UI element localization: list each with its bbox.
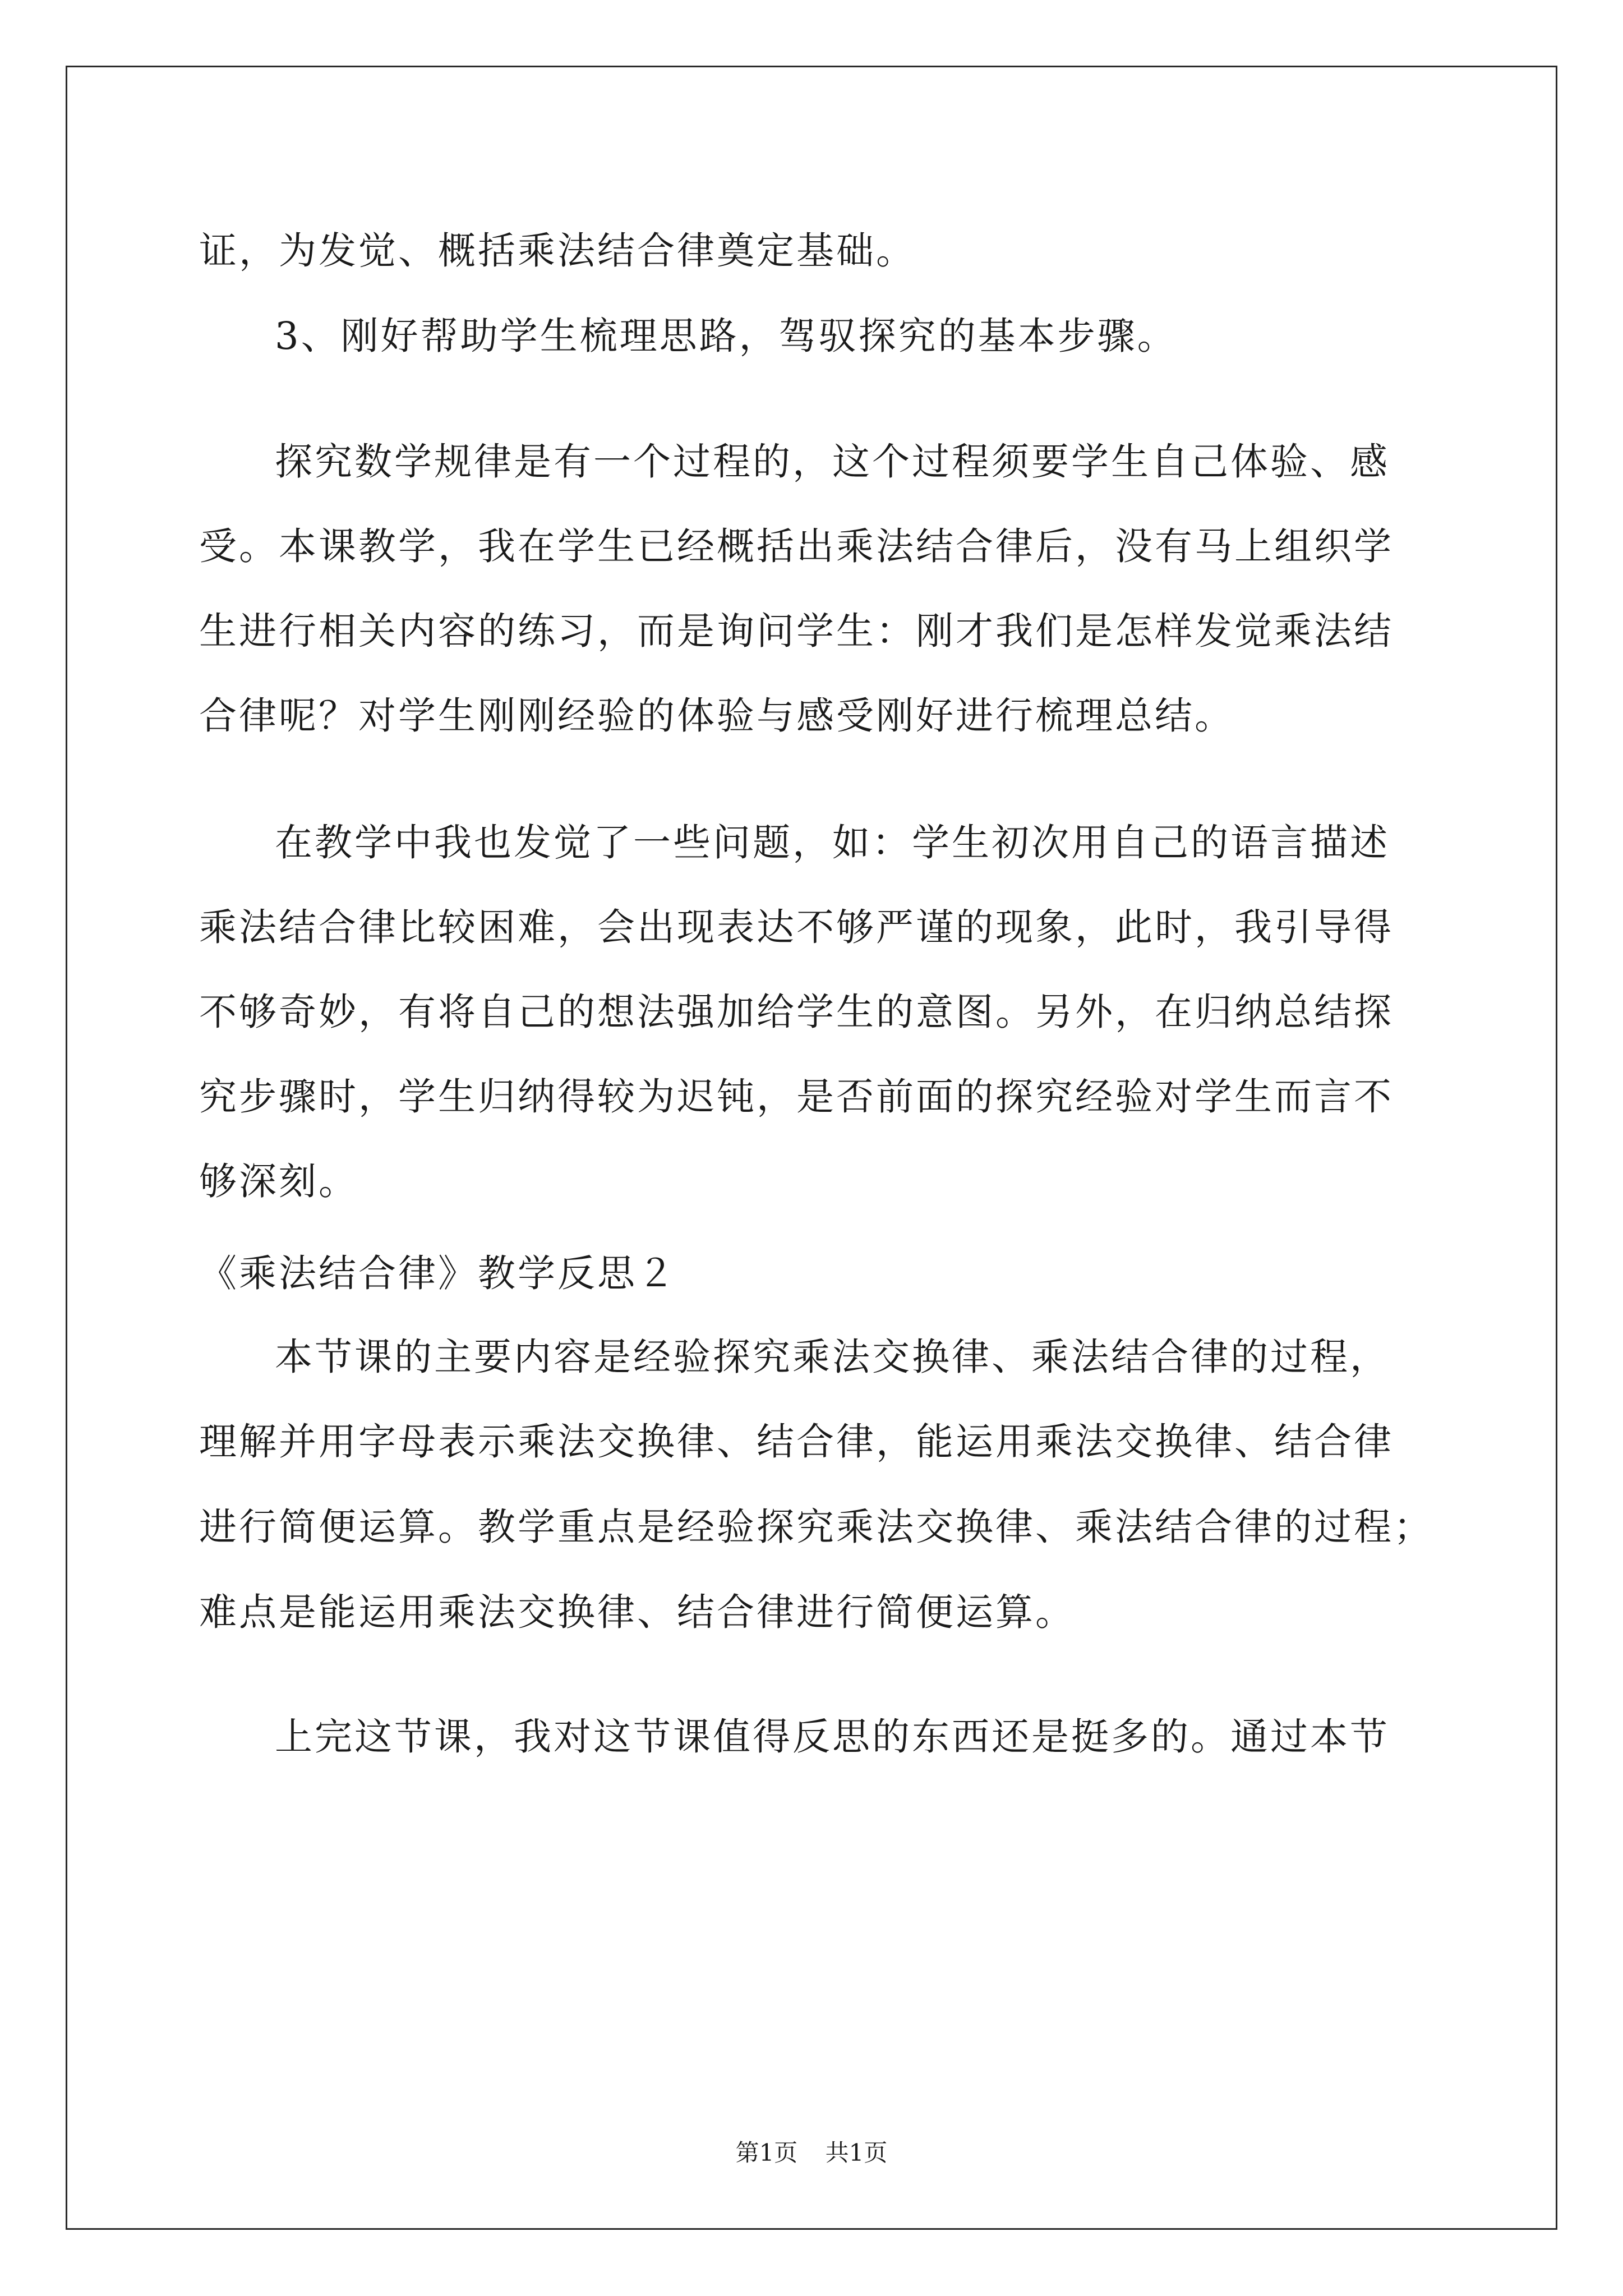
paragraph-line: 理解并用字母表示乘法交换律、结合律，能运用乘法交换律、结合律 [199, 1420, 1394, 1464]
paragraph-line: 受。本课教学，我在学生已经概括出乘法结合律后，没有马上组织学 [199, 524, 1394, 568]
page-border [66, 66, 1557, 2230]
paragraph-line: 在教学中我也发觉了一些问题，如：学生初次用自己的语言描述 [275, 821, 1390, 864]
paragraph-line: 乘法结合律比较困难，会出现表达不够严谨的现象，此时，我引导得 [199, 905, 1394, 949]
paragraph-line: 生进行相关内容的练习，而是询问学生：刚才我们是怎样发觉乘法结 [199, 609, 1394, 653]
page-number: 第1页 [735, 2139, 798, 2166]
page-total: 共1页 [825, 2139, 888, 2166]
paragraph-line: 3、刚好帮助学生梳理思路，驾驭探究的基本步骤。 [275, 314, 1177, 358]
page-footer [0, 2134, 1623, 2168]
section-heading: 《乘法结合律》教学反思２ [199, 1251, 677, 1295]
paragraph-line: 不够奇妙，有将自己的想法强加给学生的意图。另外，在归纳总结探 [199, 990, 1394, 1034]
paragraph-line: 难点是能运用乘法交换律、结合律进行简便运算。 [199, 1590, 1075, 1634]
paragraph-line: 进行简便运算。教学重点是经验探究乘法交换律、乘法结合律的过程； [199, 1505, 1433, 1549]
paragraph-line: 上完这节课，我对这节课值得反思的东西还是挺多的。通过本节 [275, 1715, 1390, 1759]
paragraph-line: 证，为发觉、概括乘法结合律奠定基础。 [199, 229, 916, 273]
paragraph-line: 合律呢？对学生刚刚经验的体验与感受刚好进行梳理总结。 [199, 694, 1234, 738]
paragraph-line: 够深刻。 [199, 1159, 358, 1203]
paragraph-line: 探究数学规律是有一个过程的，这个过程须要学生自己体验、感 [275, 440, 1390, 484]
paragraph-line: 究步骤时，学生归纳得较为迟钝，是否前面的探究经验对学生而言不 [199, 1075, 1394, 1119]
paragraph-line: 本节课的主要内容是经验探究乘法交换律、乘法结合律的过程， [275, 1335, 1390, 1379]
